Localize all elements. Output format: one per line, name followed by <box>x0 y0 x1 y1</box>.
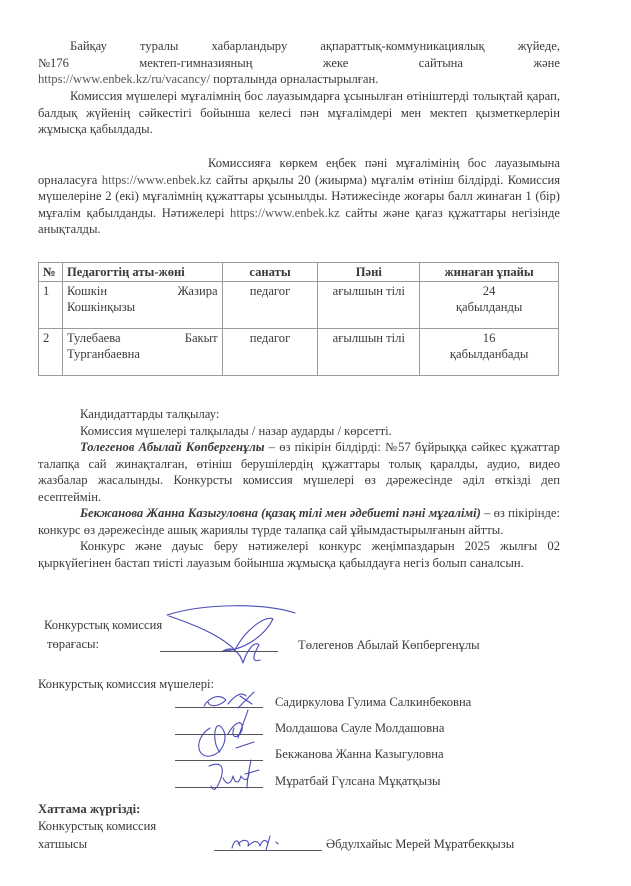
member-4-signature-icon <box>205 758 265 798</box>
commission-review-text: Комиссия мүшелері мұғалімнің бос лауазымдарға ұсынылған өтініштерді толықтай қарап, балдық жүйенің сәйкестігі бойынша келесі пән мұғалімдері мен мектеп қызметкерлерін жұмысқа қабылдады. <box>38 89 560 136</box>
discussion-section <box>38 406 560 571</box>
header-name: Педагогтің аты-жөні <box>62 263 222 282</box>
table-header-row <box>39 263 559 282</box>
row-result: қабылданды <box>455 300 523 314</box>
header-category: санаты <box>222 263 318 282</box>
intro-word: жеке <box>322 55 349 70</box>
header-subject: Пәні <box>318 263 420 282</box>
row-number: 1 <box>39 282 63 329</box>
secretary-name: Әбдулхайыс Мерей Мұратбекқызы <box>326 837 515 851</box>
member-name: Мұратбай Гүлсана Мұқатқызы <box>275 774 441 788</box>
intro-line-1: Байқау туралы хабарландыру ақпараттық-коммуникациялық жүйеде, <box>70 39 560 53</box>
intro-paragraph-1 <box>38 38 560 88</box>
row-name: Кошкін Жазира Кошкінқызы <box>62 282 222 329</box>
row-number: 2 <box>39 329 63 376</box>
conclusion: Конкурс және дауыс беру нәтижелері конкурс жеңімпаздарын 2025 жылғы 02 қыркүйегінен бастап тиісті лауазым бойынша жұмысқа қабылдауға негіз болып саналсын. <box>38 539 560 570</box>
opinion-1-author: Толегенов Абылай Көпбергенұлы <box>80 440 265 454</box>
applications-text-2: сайты арқылы 20 (жиырма) мұғалім өтініш білдірді. Комиссия мүшелеріне 2 (екі) мұғалімнің құжаттары ұсынылды. Нәтижесінде жоғары балл жинаған 1 (бір) мұғалім қабылданды. Нәтижелері <box>38 172 560 220</box>
applications-text <box>38 155 560 238</box>
intro-word: сайтына <box>418 55 464 70</box>
row-subject: ағылшын тілі <box>318 329 420 376</box>
enbek-vacancy-link[interactable]: https://www.enbek.kz/ru/vacancy/ <box>38 72 210 86</box>
opinion-1 <box>38 439 560 505</box>
row-score-cell <box>420 329 559 376</box>
chair-name: Төлегенов Абылай Көпбергенұлы <box>298 638 480 652</box>
chair-label-1: Конкурстық комиссия <box>44 618 163 632</box>
secretary-label-2: хатшысы <box>38 837 88 851</box>
members-label: Конкурстық комиссия мүшелері: <box>38 677 214 691</box>
member-2-signature-icon <box>190 708 270 764</box>
table-row <box>39 329 559 376</box>
intro-line-3-text: порталында орналастырылған. <box>209 72 379 86</box>
opinion-1-text: – өз пікірін білдірді: №57 бұйрыққа сәйкес құжаттар талапқа сай жинақталған, өтініш берушілердің құжаттары толық қаралды, аудио, видео жазбалар жасалынды. Конкурсты комиссия мүшелері өз дәрежесінде әділ өткізді деп есептеймін. <box>38 440 560 504</box>
row-category: педагог <box>222 329 318 376</box>
enbek-link-2[interactable]: https://www.enbek.kz <box>230 205 340 220</box>
discussion-line: Комиссия мүшелері талқылады / назар аударды / көрсетті. <box>80 423 392 438</box>
row-subject: ағылшын тілі <box>318 282 420 329</box>
member-name: Садиркулова Гулима Салкинбековна <box>275 695 472 709</box>
intro-word: және <box>533 55 560 70</box>
row-result: қабылданбады <box>449 347 529 361</box>
discussion-heading: Кандидаттарды талқылау: <box>80 407 220 421</box>
member-name: Молдашова Сауле Молдашовна <box>275 721 445 735</box>
header-score: жинаған ұпайы <box>420 263 559 282</box>
secretary-label-1: Конкурстық комиссия <box>38 819 157 833</box>
table-row <box>39 282 559 329</box>
applications-text-3: сайты және қағаз құжаттары негізінде анықталды. <box>38 205 560 236</box>
intro-line-3 <box>38 71 560 88</box>
row-name: Тулебаева Бакыт Турганбаевна <box>62 329 222 376</box>
opinion-2 <box>38 505 560 538</box>
applications-text-1: Комиссияға көркем еңбек пәні мұғалімінің бос лауазымына орналасуға <box>38 156 560 187</box>
opinion-2-text: – өз пікірінде: конкурс өз дәрежесінде ашық жариялы түрде талапқа сай ұйымдастырылғанын айтты. <box>38 506 560 537</box>
row-score-cell <box>420 282 559 329</box>
results-table <box>38 262 559 376</box>
row-score: 24 <box>482 284 496 298</box>
intro-paragraph-3 <box>38 155 560 238</box>
member-name: Бекжанова Жанна Казыгуловна <box>275 747 444 761</box>
intro-line-2 <box>38 55 560 72</box>
row-category: педагог <box>222 282 318 329</box>
intro-paragraph-2 <box>38 88 560 138</box>
enbek-link-1[interactable]: https://www.enbek.kz <box>101 172 212 187</box>
header-number: № <box>39 263 63 282</box>
secretary-heading: Хаттама жүргізді: <box>38 802 141 816</box>
intro-word: мектеп-гимназияның <box>139 55 253 70</box>
chair-signature-icon <box>165 605 305 675</box>
row-score: 16 <box>482 331 496 345</box>
chair-label-2: төрағасы: <box>47 637 99 651</box>
secretary-signature-icon <box>228 834 288 852</box>
school-number: №176 <box>38 55 69 70</box>
opinion-2-author: Бекжанова Жанна Казыгуловна (қазақ тілі мен әдебиеті пәні мұғалімі) <box>80 506 481 520</box>
